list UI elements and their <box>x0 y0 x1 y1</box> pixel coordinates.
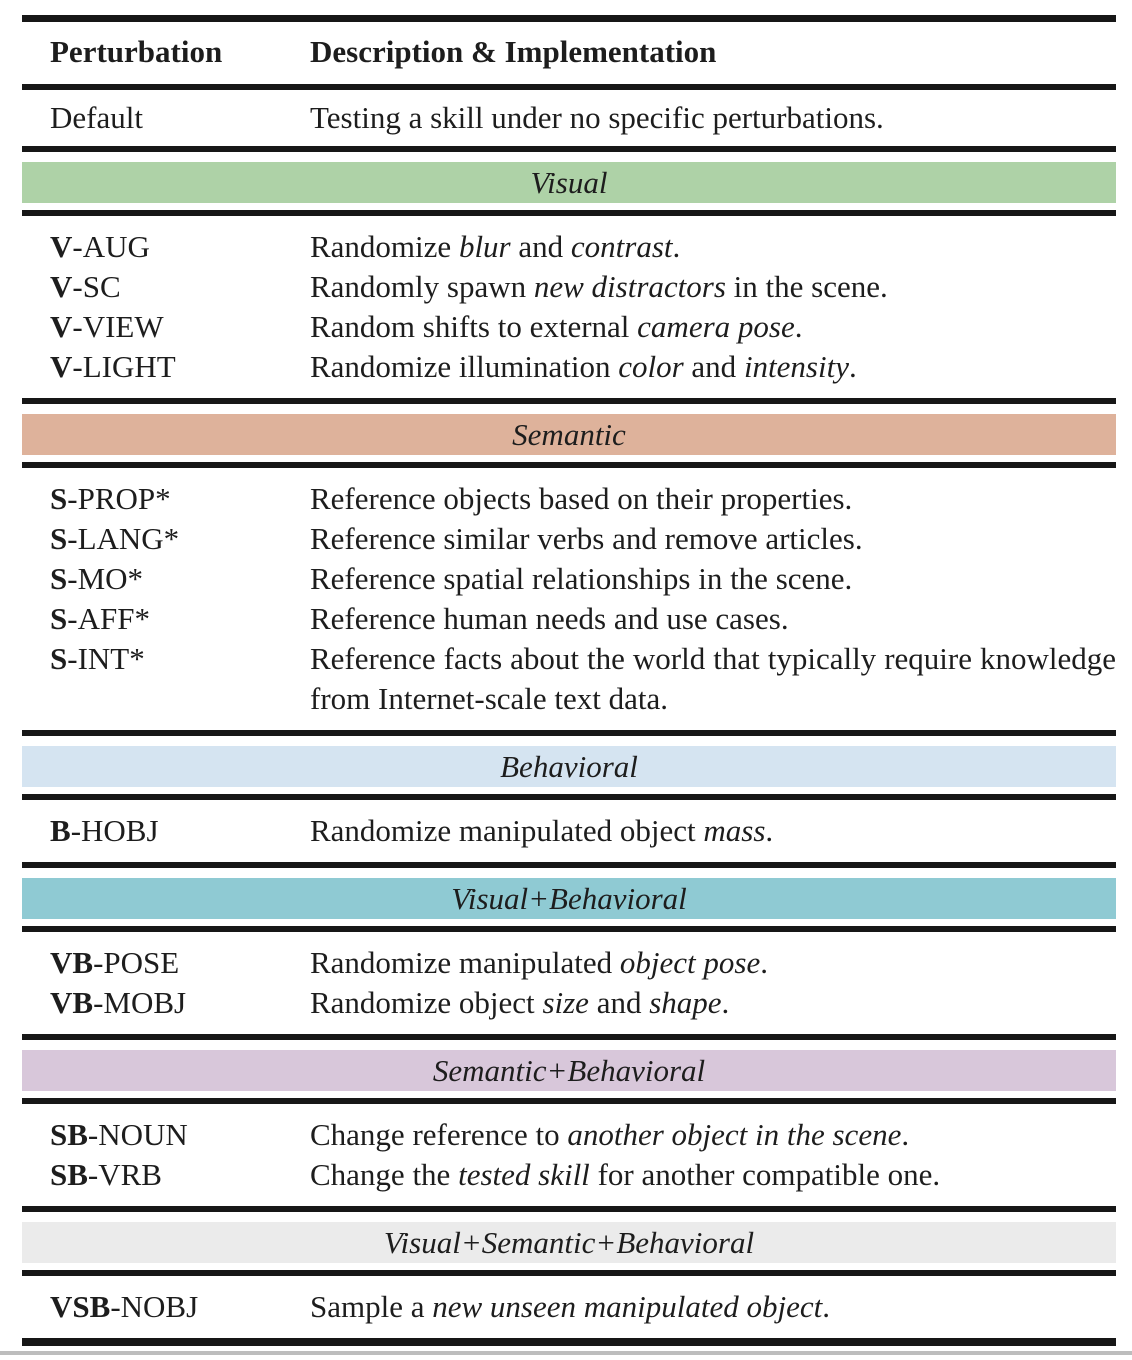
table-row <box>50 307 1116 347</box>
section-title: Semantic+Behavioral <box>432 1052 706 1088</box>
horizontal-rule <box>22 862 1116 868</box>
table-row <box>50 943 1116 983</box>
label-prefix: S <box>50 641 68 676</box>
plain-text: in the scene. <box>725 269 888 304</box>
row-description <box>310 307 1116 347</box>
section-band-visual <box>22 162 1116 203</box>
emphasized-text: tested skill <box>458 1157 590 1192</box>
plain-text: and <box>510 229 571 264</box>
plain-text: Change the <box>310 1157 459 1192</box>
table-row <box>50 639 1116 719</box>
table-row <box>50 1155 1116 1195</box>
plain-text: -VRB <box>87 1157 162 1192</box>
row-label <box>50 943 310 983</box>
table-row <box>50 227 1116 267</box>
section-band-visual-behavioral <box>22 878 1116 919</box>
label-prefix: V <box>50 229 73 264</box>
row-description <box>310 599 1116 639</box>
emphasized-text: new unseen manipulated object <box>432 1289 823 1324</box>
label-prefix: VB <box>50 985 94 1020</box>
row-description <box>310 347 1116 387</box>
label-prefix: B <box>50 813 71 848</box>
label-prefix: V <box>50 349 73 384</box>
header-description: Description & Implementation <box>310 34 717 69</box>
row-description <box>310 1155 1116 1195</box>
row-label <box>50 811 310 851</box>
emphasized-text: another object in the scene <box>567 1117 902 1152</box>
section-rows-visual-behavioral <box>22 932 1116 1034</box>
table-row <box>50 347 1116 387</box>
plain-text: Reference human needs and use cases. <box>310 601 789 636</box>
plain-text: -NOUN <box>87 1117 188 1152</box>
section-title: Visual+Behavioral <box>451 880 687 916</box>
label-prefix: VB <box>50 945 94 980</box>
plain-text: Randomize manipulated <box>310 945 620 980</box>
plain-text: -INT* <box>67 641 145 676</box>
section-band-visual-semantic-behavioral <box>22 1222 1116 1263</box>
plain-text: -HOBJ <box>70 813 159 848</box>
plain-text: -VIEW <box>72 309 164 344</box>
row-label <box>50 559 310 599</box>
row-label <box>50 347 310 387</box>
plain-text: Randomize illumination <box>310 349 619 384</box>
label-prefix: S <box>50 521 68 556</box>
label-prefix: S <box>50 481 68 516</box>
label-prefix: SB <box>50 1117 88 1152</box>
table-row <box>50 1115 1116 1155</box>
emphasized-text: object pose <box>619 945 761 980</box>
plain-text: Random shifts to external <box>310 309 638 344</box>
plain-text: Change reference to <box>310 1117 568 1152</box>
row-description <box>310 479 1116 519</box>
row-label <box>50 519 310 559</box>
row-description <box>310 639 1116 719</box>
label-prefix: V <box>50 309 73 344</box>
emphasized-text: color <box>618 349 684 384</box>
emphasized-text: contrast <box>570 229 673 264</box>
table-header-row <box>22 22 1116 84</box>
horizontal-rule <box>22 1206 1116 1212</box>
row-label <box>50 599 310 639</box>
emphasized-text: blur <box>458 229 511 264</box>
row-label: Default <box>50 100 143 135</box>
page-bottom-edge-line <box>0 1351 1132 1355</box>
table-row <box>50 983 1116 1023</box>
plain-text: -POSE <box>93 945 180 980</box>
row-description <box>310 1115 1116 1155</box>
header-perturbation: Perturbation <box>50 34 223 69</box>
row-description <box>310 1287 1116 1327</box>
plain-text: and <box>588 985 650 1020</box>
table-row <box>50 559 1116 599</box>
horizontal-rule <box>22 398 1116 404</box>
plain-text: . <box>721 985 730 1020</box>
plain-text: . <box>848 349 857 384</box>
row-description <box>310 227 1116 267</box>
table-row <box>50 519 1116 559</box>
plain-text: -MO* <box>67 561 144 596</box>
table-row <box>50 599 1116 639</box>
plain-text: Reference facts about the world that typically require knowledge from Internet-scale text data. <box>310 641 1116 716</box>
table-row <box>50 479 1116 519</box>
label-prefix: SB <box>50 1157 88 1192</box>
plain-text: -MOBJ <box>93 985 187 1020</box>
table-row <box>50 811 1116 851</box>
row-label <box>50 983 310 1023</box>
row-label <box>50 307 310 347</box>
emphasized-text: mass <box>703 813 766 848</box>
plain-text: . <box>672 229 681 264</box>
plain-text: -LANG* <box>67 521 180 556</box>
row-description <box>310 811 1116 851</box>
plain-text: -AFF* <box>67 601 150 636</box>
emphasized-text: size <box>542 985 589 1020</box>
row-label <box>50 1155 310 1195</box>
horizontal-rule <box>22 15 1116 22</box>
plain-text: Randomize object <box>310 985 543 1020</box>
section-rows-behavioral <box>22 800 1116 862</box>
section-title: Visual+Semantic+Behavioral <box>383 1224 755 1260</box>
perturbation-table <box>22 0 1116 1346</box>
plain-text: . <box>760 945 768 980</box>
plain-text: . <box>794 309 803 344</box>
row-label <box>50 1287 310 1327</box>
plain-text: -PROP* <box>67 481 171 516</box>
emphasized-text: intensity <box>743 349 849 384</box>
horizontal-rule <box>22 1338 1116 1346</box>
section-title: Semantic <box>512 416 626 452</box>
plain-text: for another compatible one. <box>589 1157 941 1192</box>
table-sections <box>22 162 1116 1338</box>
plain-text: -SC <box>72 269 121 304</box>
plain-text: Reference spatial relationships in the scene. <box>310 561 853 596</box>
emphasized-text: camera pose <box>637 309 795 344</box>
table-row <box>50 267 1116 307</box>
row-description <box>310 519 1116 559</box>
row-label <box>50 639 310 719</box>
section-title: Behavioral <box>500 748 638 784</box>
plain-text: and <box>683 349 744 384</box>
label-prefix: V <box>50 269 73 304</box>
plain-text: Randomize <box>310 229 459 264</box>
section-title: Visual <box>530 164 608 200</box>
row-description: Testing a skill under no specific perturbations. <box>310 100 884 135</box>
plain-text: Reference objects based on their properties. <box>310 481 853 516</box>
plain-text: Randomize manipulated object <box>310 813 704 848</box>
horizontal-rule <box>22 730 1116 736</box>
section-band-behavioral <box>22 746 1116 787</box>
section-rows-visual-semantic-behavioral <box>22 1276 1116 1338</box>
row-description <box>310 983 1116 1023</box>
section-rows-semantic <box>22 468 1116 730</box>
row-description <box>310 559 1116 599</box>
horizontal-rule <box>22 1034 1116 1040</box>
plain-text: . <box>901 1117 910 1152</box>
section-band-semantic-behavioral <box>22 1050 1116 1091</box>
row-label <box>50 1115 310 1155</box>
label-prefix: VSB <box>50 1289 111 1324</box>
plain-text: -LIGHT <box>72 349 176 384</box>
table-row <box>22 90 1116 146</box>
plain-text: Randomly spawn <box>310 269 534 304</box>
row-description <box>310 943 1116 983</box>
section-band-semantic <box>22 414 1116 455</box>
emphasized-text: shape <box>649 985 722 1020</box>
row-label <box>50 479 310 519</box>
plain-text: -AUG <box>72 229 150 264</box>
row-description <box>310 267 1116 307</box>
table-row <box>50 1287 1116 1327</box>
row-label <box>50 227 310 267</box>
label-prefix: S <box>50 601 68 636</box>
plain-text: Sample a <box>310 1289 433 1324</box>
label-prefix: S <box>50 561 68 596</box>
plain-text: . <box>765 813 774 848</box>
section-rows-visual <box>22 216 1116 398</box>
horizontal-rule <box>22 146 1116 152</box>
emphasized-text: new distractors <box>533 269 726 304</box>
row-label <box>50 267 310 307</box>
section-rows-semantic-behavioral <box>22 1104 1116 1206</box>
plain-text: Reference similar verbs and remove articles. <box>310 521 863 556</box>
plain-text: . <box>822 1289 830 1324</box>
plain-text: -NOBJ <box>110 1289 199 1324</box>
